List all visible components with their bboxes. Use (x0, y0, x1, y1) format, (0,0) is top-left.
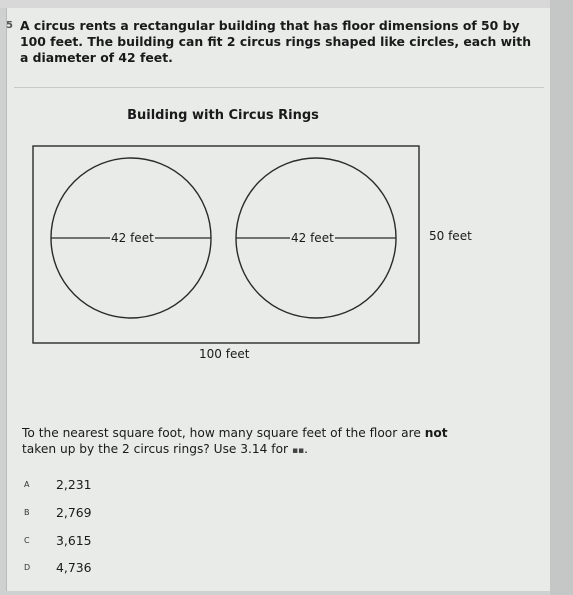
choice-value: 4,736 (56, 560, 92, 575)
choice-value: 3,615 (56, 533, 92, 548)
choice-letter: A (24, 480, 30, 489)
choice-value: 2,231 (56, 477, 92, 492)
prompt-text: To the nearest square foot, how many square feet of the floor are not taken up by the 2 circus rings? Use 3.14 for ▪▪. (22, 426, 448, 456)
prompt-part-2: taken up by the 2 circus rings? Use 3.14 for (22, 442, 289, 456)
figure-title: Building with Circus Rings (127, 108, 319, 123)
diameter-label-right: 42 feet (291, 231, 334, 245)
choice-letter: C (24, 536, 30, 545)
prompt-part-1: To the nearest square foot, how many square feet of the floor are (22, 426, 425, 440)
choice-value: 2,769 (56, 505, 92, 520)
question-number: 5 (6, 20, 13, 31)
equation-icon: ▪▪ (291, 446, 305, 456)
diameter-label-left: 42 feet (111, 231, 154, 245)
choice-letter: B (24, 508, 30, 517)
height-label: 50 feet (429, 229, 472, 243)
building-rectangle (33, 146, 419, 343)
choice-letter: D (24, 563, 31, 572)
question-line-2: 100 feet. The building can fit 2 circus rings shaped like circles, each with (20, 34, 532, 49)
question-line-1: A circus rents a rectangular building that has floor dimensions of 50 by (20, 18, 520, 33)
prompt-emphasis: not (424, 426, 448, 440)
question-line-3: a diameter of 42 feet. (20, 50, 173, 65)
width-label: 100 feet (199, 347, 250, 361)
